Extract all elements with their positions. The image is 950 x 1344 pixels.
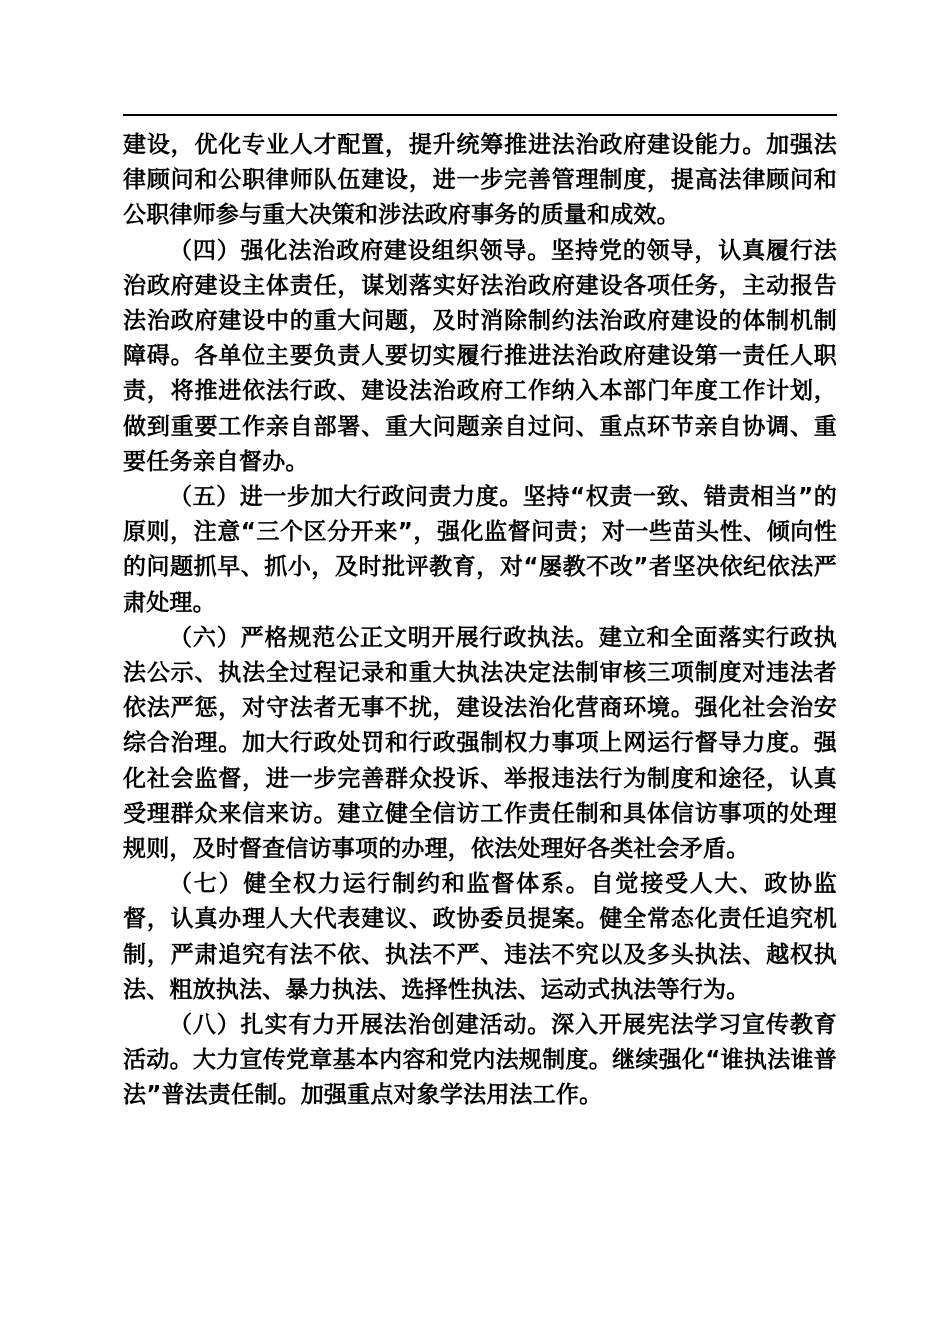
paragraph-section-8: （八）扎实有力开展法治创建活动。深入开展宪法学习宣传教育活动。大力宣传党章基本内容和党内法规制度。继续强化“谁执法谁普法”普法责任制。加强重点对象学法用法工作。 — [123, 1012, 837, 1109]
paragraph-section-4: （四）强化法治政府建设组织领导。坚持党的领导，认真履行法治政府建设主体责任，谋划落实好法治政府建设各项任务，主动报告法治政府建设中的重大问题，及时消除制约法治政府建设的体制机制障碍。各单位主要负责人要切实履行推进法治政府建设第一责任人职责，将推进依法行政、建设法治政府工作纳入本部门年度工作计划，做到重要工作亲自部署、重大问题亲自过问、重点环节亲自协调、重要任务亲自督办。 — [123, 237, 837, 475]
header-rule — [123, 114, 837, 116]
paragraph-section-5: （五）进一步加大行政问责力度。坚持“权责一致、错责相当”的原则，注意“三个区分开来”，强化监督问责；对一些苗头性、倾向性的问题抓早、抓小，及时批评教育，对“屡教不改”者坚决依纪依法严肃处理。 — [123, 484, 837, 616]
paragraph-continuation: 建设，优化专业人才配置，提升统筹推进法治政府建设能力。加强法律顾问和公职律师队伍建设，进一步完善管理制度，提高法律顾问和公职律师参与重大决策和涉法政府事务的质量和成效。 — [123, 132, 837, 229]
paragraph-section-7: （七）健全权力运行制约和监督体系。自觉接受人大、政协监督，认真办理人大代表建议、政协委员提案。健全常态化责任追究机制，严肃追究有法不依、执法不严、违法不究以及多头执法、越权执法、粗放执法、暴力执法、选择性执法、运动式执法等行为。 — [123, 871, 837, 1003]
document-body — [123, 128, 837, 1114]
paragraph-section-6: （六）严格规范公正文明开展行政执法。建立和全面落实行政执法公示、执法全过程记录和重大执法决定法制审核三项制度对违法者依法严惩，对守法者无事不扰，建设法治化营商环境。强化社会治安综合治理。加大行政处罚和行政强制权力事项上网运行督导力度。强化社会监督，进一步完善群众投诉、举报违法行为制度和途径，认真受理群众来信来访。建立健全信访工作责任制和具体信访事项的处理规则，及时督查信访事项的办理，依法处理好各类社会矛盾。 — [123, 624, 837, 863]
